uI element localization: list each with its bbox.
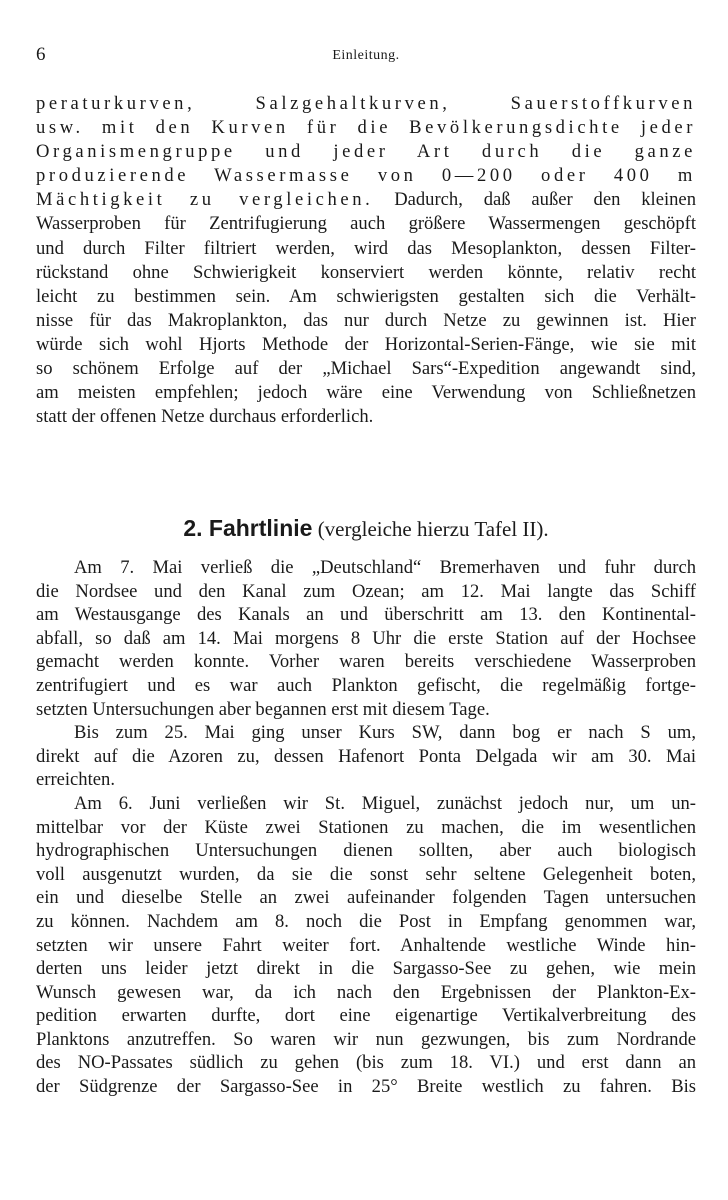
text-line: zu können. Nachdem am 8. noch die Post in Empfang genommen war, [36, 910, 696, 932]
text-line-mixed [36, 188, 696, 212]
text-line: pedition erwarten durfte, dort eine eigenartige Vertikalverbreitung des [36, 1005, 696, 1027]
text-line: Am 7. Mai verließ die „Deutschland“ Bremerhaven und fuhr durch [74, 557, 696, 578]
section-title: 2. Fahrtlinie [183, 515, 313, 541]
text-line: rückstand ohne Schwierigkeit konserviert werden könnte, relativ recht [36, 261, 696, 283]
text-line: würde sich wohl Hjorts Methode der Horizontal-Serien-Fänge, wie sie mit [36, 333, 696, 355]
running-head: Einleitung. [332, 48, 400, 63]
text-line: derten uns leider jetzt direkt in die Sargasso-See zu gehen, wie mein [36, 958, 696, 980]
text-line: usw. mit den Kurven für die Bevölkerungsdichte jeder [36, 117, 696, 139]
text-line: leicht zu bestimmen sein. Am schwierigsten gestalten sich die Verhält- [36, 285, 696, 307]
paragraph-continued [36, 92, 696, 429]
spaced-text: Mächtigkeit zu vergleichen. [36, 189, 374, 211]
text-line: und durch Filter filtriert werden, wird das Mesoplankton, dessen Filter- [36, 237, 696, 259]
text-line: des NO-Passates südlich zu gehen (bis zum 18. VI.) und erst dann an [36, 1052, 696, 1074]
page-number: 6 [36, 44, 46, 65]
text-line: peraturkurven, Salzgehaltkurven, Sauerstoffkurven [36, 93, 696, 114]
text-line: setzten Untersuchungen aber begannen erst mit diesem Tage. [36, 698, 490, 720]
text-line: statt der offenen Netze durchaus erforderlich. [36, 406, 374, 428]
text-line: am meisten empfehlen; jedoch wäre eine Verwendung von Schließnetzen [36, 382, 696, 404]
section-heading [36, 512, 696, 545]
text-line: Planktons anzutreffen. So waren wir nun gezwungen, bis zum Nordrande [36, 1028, 696, 1050]
text-line: direkt auf die Azoren zu, dessen Hafenort Ponta Delgada wir am 30. Mai [36, 745, 696, 767]
text-run: Dadurch, daß außer den kleinen [394, 189, 696, 211]
text-line: setzten wir unsere Fahrt weiter fort. Anhaltende westliche Winde hin- [36, 934, 696, 956]
text-line: abfall, so daß am 14. Mai morgens 8 Uhr die erste Station auf der Hochsee [36, 627, 696, 649]
section-subtitle: (vergleiche hierzu Tafel II). [317, 517, 549, 541]
page-header [36, 44, 696, 70]
text-line: zentrifugiert und es war auch Plankton gefischt, die regelmäßig fortge- [36, 674, 696, 696]
text-line: mittelbar vor der Küste zwei Stationen zu machen, die im wesentlichen [36, 816, 696, 838]
text-line: Wasserproben für Zentrifugierung auch größere Wassermengen geschöpft [36, 213, 696, 235]
text-line: die Nordsee und den Kanal zum Ozean; am 12. Mai langte das Schiff [36, 580, 696, 602]
text-line: Am 6. Juni verließen wir St. Miguel, zunächst jedoch nur, um un- [74, 792, 696, 814]
text-line: Organismengruppe und jeder Art durch die ganze [36, 141, 696, 163]
text-line: am Westausgange des Kanals an und überschritt am 13. den Kontinental- [36, 604, 696, 626]
text-line: der Südgrenze der Sargasso-See in 25° Breite westlich zu fahren. Bis [36, 1076, 696, 1098]
text-line: Bis zum 25. Mai ging unser Kurs SW, dann bog er nach S um, [74, 722, 696, 744]
text-line: Wunsch gewesen war, da ich nach den Ergebnissen der Plankton-Ex- [36, 981, 696, 1003]
text-line: nisse für das Makroplankton, das nur durch Netze zu gewinnen ist. Hier [36, 309, 696, 331]
section-body [36, 556, 696, 1099]
text-line: erreichten. [36, 769, 115, 791]
text-line: produzierende Wassermasse von 0—200 oder 400 m [36, 165, 696, 187]
text-line: so schönem Erfolge auf der „Michael Sars“-Expedition angewandt sind, [36, 358, 696, 380]
text-line: hydrographischen Untersuchungen dienen sollten, aber auch biologisch [36, 840, 696, 862]
text-line: gemacht werden konnte. Vorher waren bereits verschiedene Wasserproben [36, 651, 696, 673]
text-line: voll ausgenutzt wurden, da sie die sonst sehr seltene Gelegenheit boten, [36, 863, 696, 885]
text-line: ein und dieselbe Stelle an zwei aufeinander folgenden Tagen untersuchen [36, 887, 696, 909]
